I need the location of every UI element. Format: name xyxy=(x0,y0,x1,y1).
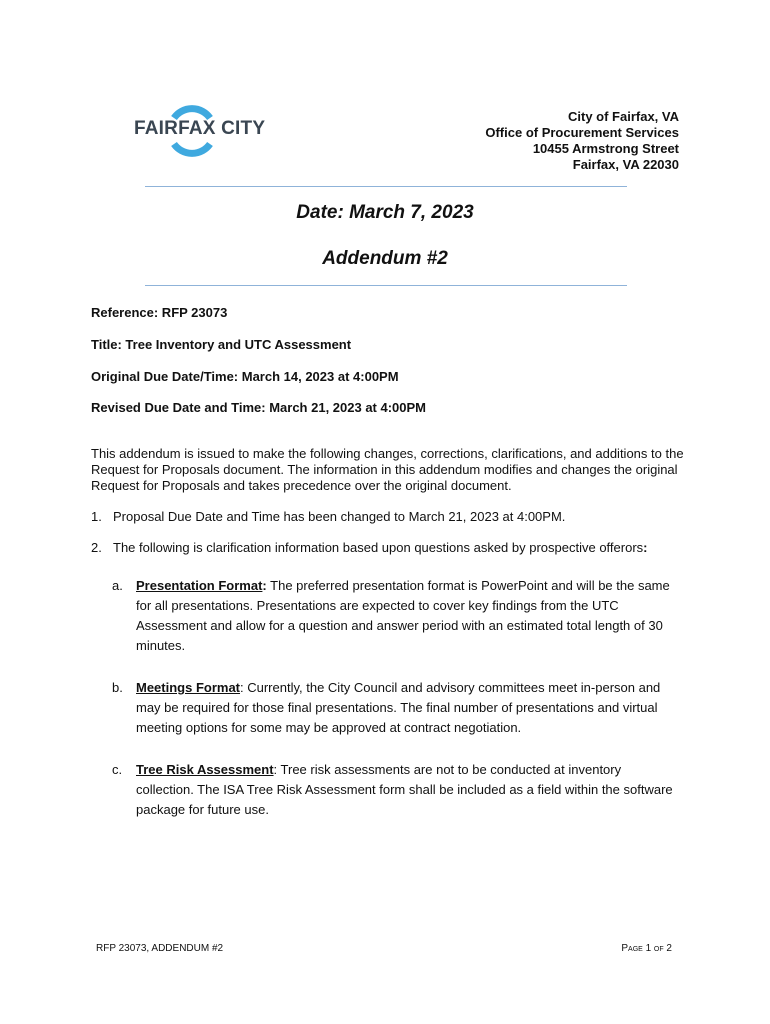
sub-item-letter: a. xyxy=(112,578,123,593)
sub-item-heading: Meetings Format xyxy=(136,680,241,695)
fairfax-city-logo xyxy=(132,96,266,168)
address-line: City of Fairfax, VA xyxy=(567,109,679,124)
item-suffix: : xyxy=(643,540,648,555)
sub-item-text: : Currently, the City Council and advisory committees meet in-person and may be required for those final presentations. The final number of presentations and virtual meeting options for some may be approved at contract negotiation. xyxy=(136,680,661,735)
revised-due-date: Revised Due Date and Time: March 21, 2023 at 4:00PM xyxy=(91,400,427,415)
address-line: Fairfax, VA 22030 xyxy=(572,157,679,172)
divider xyxy=(145,186,627,187)
intro-paragraph: This addendum is issued to make the following changes, corrections, clarifications, and additions to the Request for Proposals document. The information in this addendum modifies and changes the original Request for Proposals and takes precedence over the original document. xyxy=(91,446,684,493)
item-text: The following is clarification information based upon questions asked by prospective offerors xyxy=(113,540,644,555)
item-number: 1. xyxy=(91,509,102,524)
item-text-wrap xyxy=(113,540,691,555)
sub-item-body xyxy=(136,760,676,820)
address-line: Office of Procurement Services xyxy=(485,125,679,140)
sub-item-heading: Presentation Format xyxy=(136,578,263,593)
reference-title: Title: Tree Inventory and UTC Assessment xyxy=(91,337,352,352)
sub-item-letter: c. xyxy=(112,762,123,777)
footer-page-number: Page 1 of 2 xyxy=(621,943,672,954)
sub-item-body xyxy=(136,576,676,656)
address-line: 10455 Armstrong Street xyxy=(532,141,679,156)
sub-item-text: The preferred presentation format is PowerPoint and will be the same for all presentations. Presentations are expected to cover key findings from the UTC Assessment and allow for a question and answer period with an estimated total length of 30 minutes. xyxy=(136,578,670,653)
addendum-number: Addendum #2 xyxy=(322,248,448,269)
sub-item-body xyxy=(136,678,676,738)
office-address xyxy=(485,109,679,173)
sub-item-letter: b. xyxy=(112,680,123,695)
sub-item-sep: : xyxy=(262,578,267,593)
reference-rfp: Reference: RFP 23073 xyxy=(91,305,228,320)
item-text: Proposal Due Date and Time has been changed to March 21, 2023 at 4:00PM. xyxy=(113,509,566,524)
footer-reference: RFP 23073, ADDENDUM #2 xyxy=(96,943,224,954)
item-number: 2. xyxy=(91,540,102,555)
original-due-date: Original Due Date/Time: March 14, 2023 at 4:00PM xyxy=(91,369,399,384)
sub-item-heading: Tree Risk Assessment xyxy=(136,762,274,777)
sub-item-text: : Tree risk assessments are not to be conducted at inventory collection. The ISA Tree Risk Assessment form shall be included as a field within the software package for future use. xyxy=(136,762,673,817)
addendum-date: Date: March 7, 2023 xyxy=(296,202,474,223)
divider xyxy=(145,285,627,286)
logo-text: FAIRFAX CITY xyxy=(134,118,266,139)
